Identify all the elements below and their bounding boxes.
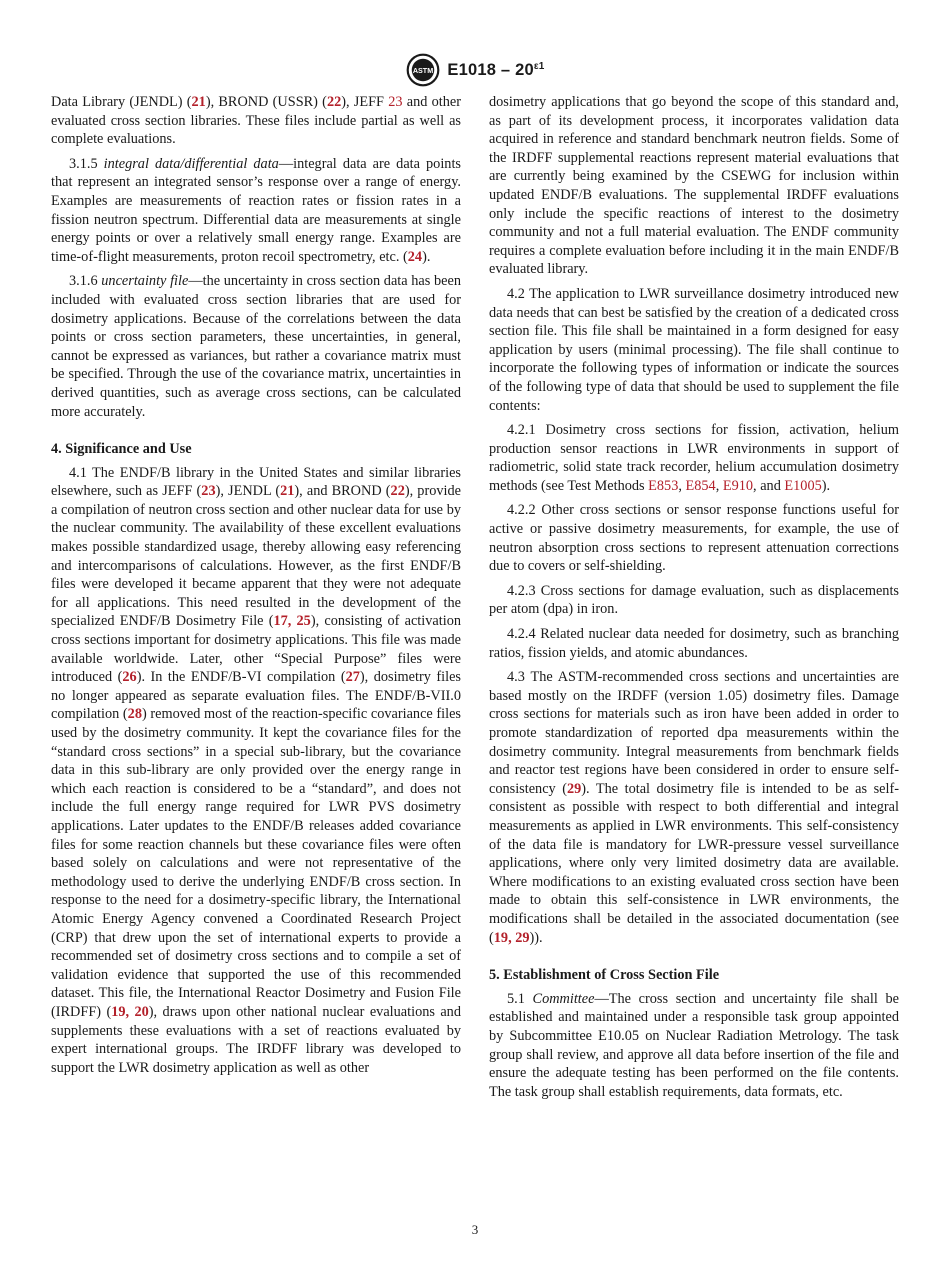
- standard-link[interactable]: E1005: [784, 477, 822, 494]
- ref-link[interactable]: 22: [326, 94, 342, 110]
- astm-logo-icon: [405, 52, 441, 88]
- standard-link[interactable]: E853: [648, 477, 679, 494]
- ref-link[interactable]: 19, 29: [493, 929, 530, 946]
- ref-link[interactable]: 28: [127, 706, 142, 723]
- ref-link[interactable]: 27: [345, 669, 360, 686]
- ref-link[interactable]: 24: [407, 248, 423, 265]
- astm-logo-text: ASTM: [413, 66, 434, 76]
- paragraph-4-2-3: 4.2.3 Cross sections for damage evaluation, such as displacements per atom (dpa) in iron.: [489, 582, 899, 618]
- page-number: 3: [471, 1222, 479, 1237]
- paragraph-4-2-1: 4.2.1 Dosimetry cross sections for fission, activation, helium production sensor reactions in LWR environments in support of radiometric, solid state track recorder, helium accumulation dosimetry methods (see Test Methods E853, E854, E910, and E1005).: [489, 422, 899, 494]
- paragraph-intro: Data Library (JENDL) (21), BROND (USSR) (22), JEFF 23 and other evaluated cross section libraries. These files include partial as well as complete evaluations.: [51, 94, 462, 148]
- paragraph-5-1: 5.1 Committee—The cross section and uncertainty file shall be established and maintained under a responsible task group appointed by Subcommittee E10.05 on Nuclear Radiation Metrology. The task group shall review, and approve all data before insertion of the file and ensure the adequate testing has been performed on the file contents. The task group shall establish requirements, data formats, etc.: [489, 990, 899, 1100]
- standard-link[interactable]: E910: [722, 477, 754, 494]
- section-heading-5: 5. Establishment of Cross Section File: [489, 967, 720, 984]
- section-heading-4: 4. Significance and Use: [51, 441, 192, 458]
- paragraph-4-3: 4.3 The ASTM-recommended cross sections and uncertainties are based mostly on the IRDFF (version 1.05) dosimetry files. Damage cross sections for materials such as iron have been added in order to promote standardization of reported dpa measurements within the dosimetry community. Integral measurements from benchmark fields and reactor test regions have been considered in order to ensure self-consistency (29). The total dosimetry file is intended to be as self-consistent as possible with respect to both differential and integral measurements as applied in LWR environments. This self-consistency of the data file is mandatory for LWR-pressure vessel surveillance applications, where only very limited dosimetry data are available. Where modifications to an existing evaluated cross section have been made to obtain this self-consistence in LWR environments, the modifications shall be detailed in the associated documentation (see (19, 29)).: [489, 669, 899, 946]
- page-header: [0, 52, 950, 88]
- ref-link[interactable]: 21: [280, 483, 295, 500]
- ref-link[interactable]: 19, 20: [111, 1003, 149, 1020]
- standard-link[interactable]: E854: [685, 477, 716, 494]
- paragraph-4-2: 4.2 The application to LWR surveillance dosimetry introduced new data needs that can best be satisfied by the creation of a dedicated cross section file. This file shall be maintained in a form designed for easy application by users (minimal processing). The file shall continue to incorporate the following types of information or indicate the sources of the following type of data that should be used to supplement the file contents:: [489, 285, 899, 414]
- term-committee: Committee: [532, 990, 595, 1007]
- epsilon-marker: ε1: [533, 60, 545, 72]
- ref-link[interactable]: 23: [201, 483, 216, 500]
- term-uncertainty-file: uncertainty file: [101, 273, 189, 290]
- ref-link[interactable]: 21: [191, 94, 206, 110]
- paragraph-4-1-continued: dosimetry applications that go beyond the scope of this standard and, as part of its development process, it incorporates validation data acquired in reference and standard benchmark neutron fields. Some of the IRDFF supplemental reactions represent material evaluations that are currently being examined by the CSEWG for inclusion within updated ENDF/B evaluations. The supplemental IRDFF evaluations only include the specific reactions of interest to the dosimetry community and not a full material evaluation. The ENDF community requires a complete evaluation before including it in the main ENDF/B evaluated library.: [489, 94, 899, 278]
- ref-link[interactable]: 23: [388, 94, 403, 110]
- left-column: [51, 93, 461, 1083]
- paragraph-4-2-2: 4.2.2 Other cross sections or sensor response functions useful for active or passive dosimetry measurements, for example, the use of neutron absorption cross sections to represent attenuation corrections due to covers or self-shielding.: [489, 502, 899, 575]
- ref-link[interactable]: 17, 25: [273, 613, 311, 630]
- ref-link[interactable]: 26: [122, 669, 137, 686]
- term-integral-data: integral data/differential data: [103, 155, 279, 172]
- paragraph-4-2-4: 4.2.4 Related nuclear data needed for dosimetry, such as branching ratios, fission yields, and atomic abundances.: [489, 626, 899, 661]
- paragraph-3-1-6: 3.1.6 uncertainty file—the uncertainty in cross section data has been included with evaluated cross section libraries that are used for dosimetry applications. Because of the correlations between the data points or cross section parameters, these uncertainties, in general, cannot be expressed as variances, but rather a covariance matrix must be specified. Through the use of the covariance matrix, uncertainties in derived quantities, such as average cross sections, can be calculated more accurately.: [51, 273, 462, 420]
- paragraph-4-1: 4.1 The ENDF/B library in the United States and similar libraries elsewhere, such as JEFF (23), JENDL (21), and BROND (22), provide a compilation of neutron cross section and other nuclear data for use by the nuclear community. The availability of these excellent evaluations makes possible standardized usage, thereby allowing easy referencing and intercomparisons of calculations. However, as the first ENDF/B files were developed it became apparent that they were not adequate for all applications. This need resulted in the development of the specialized ENDF/B Dosimetry File (17, 25), consisting of activation cross sections important for dosimetry applications. This file was made available worldwide. Later, other “Special Purpose” files were introduced (26). In the ENDF/B-VI compilation (27), dosimetry files no longer appeared as separate evaluation files. The ENDF/B-VII.0 compilation (28) removed most of the reaction-specific covariance files used by the dosimetry community. It kept the covariance files for the “standard cross sections” in a special sub-library, but the covariance data in this sub-library are only provided over the energy range in which each reaction is considered to be a “standard”, and does not include the full energy range required for LWR PVS dosimetry applications. Later updates to the ENDF/B releases added covariance files for some reaction channels but these covariance files were often based solely on calculations and were not representative of the methodology used to derive the underlying ENDF/B cross section. In response to the need for a dosimetry-specific library, the International Atomic Energy Agency convened a Coordinated Research Project (CRP) that drew upon the set of international experts to provide a recommended set of dosimetry cross sections and to compile a set of validation evidence that supported the use of this recommended dataset. This file, the International Reactor Dosimetry and Fusion File (IRDFF) (19, 20), draws upon other national nuclear evaluations and supplements these evaluations with a set of reactions evaluated by expert international groups. The IRDFF library was developed to support the LWR dosimetry application as well as other: [51, 464, 461, 1076]
- paragraph-3-1-5: 3.1.5 integral data/differential data—integral data are data points that represent an integrated sensor’s response over a range of energy. Examples are measurements of reaction rates or fission rates in a fission neutron spectrum. Differential data are measurements at single energy points or over a relatively small energy range. Examples are time-of-flight measurements, proton recoil spectrometry, etc. (24).: [51, 155, 461, 265]
- ref-link[interactable]: 29: [566, 780, 582, 797]
- right-column: [489, 93, 899, 1107]
- ref-link[interactable]: 22: [390, 483, 405, 500]
- standard-designation: [447, 61, 544, 80]
- designation-text: E1018 – 20: [447, 60, 534, 79]
